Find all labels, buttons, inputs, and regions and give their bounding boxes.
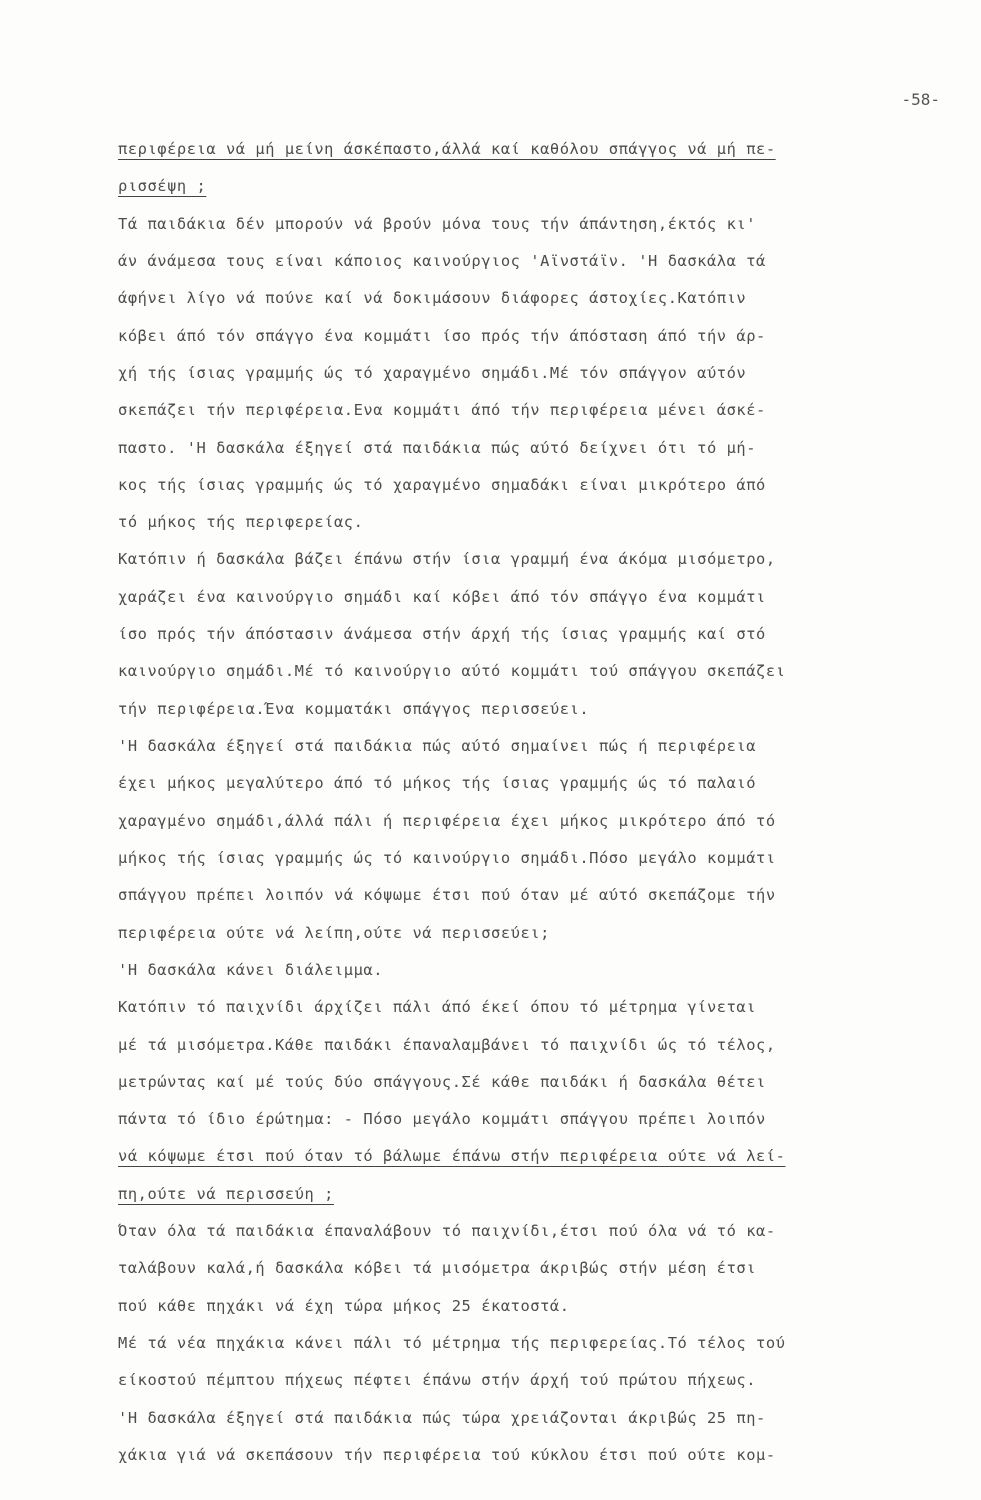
text-line: [118, 1064, 933, 1101]
text-line-content: περιφέρεια ούτε νά λείπη,ούτε νά περισσεύει;: [118, 923, 550, 942]
text-line: [118, 616, 933, 653]
text-line: [118, 1138, 933, 1175]
text-line: [118, 1176, 933, 1213]
text-line-content: μήκος τής ίσιας γραμμής ώς τό καινούργιο σημάδι.Πόσο μεγάλο κομμάτι: [118, 848, 776, 867]
text-line-content: 'Η δασκάλα έξηγεί στά παιδάκια πώς αύτό σημαίνει πώς ή περιφέρεια: [118, 737, 757, 755]
text-line-content: είκοστού πέμπτου πήχεως πέφτει έπάνω στήν άρχή τού πρώτου πήχεως.: [118, 1371, 757, 1390]
text-line: [118, 318, 933, 355]
text-line-content: κος τής ίσιας γραμμής ώς τό χαραγμένο σημαδάκι είναι μικρότερο άπό: [118, 475, 766, 494]
text-line-content: παστο. 'Η δασκάλα έξηγεί στά παιδάκια πώς αύτό δείχνει ότι τό μή-: [118, 438, 757, 457]
text-line-content: μέ τά μισόμετρα.Κάθε παιδάκι έπαναλαμβάνει τό παιχνίδι ώς τό τέλος,: [118, 1035, 776, 1054]
text-line: [118, 1362, 933, 1399]
text-line-content: Κατόπιν τό παιχνίδι άρχίζει πάλι άπό έκεί όπου τό μέτρημα γίνεται: [118, 998, 757, 1017]
text-line: [118, 541, 933, 578]
text-line: [118, 1101, 933, 1138]
text-line: [118, 1437, 933, 1474]
text-line: [118, 728, 933, 765]
text-line-content: Κατόπιν ή δασκάλα βάζει έπάνω στήν ίσια γραμμή ένα άκόμα μισόμετρο,: [118, 550, 776, 569]
text-line: [118, 691, 933, 728]
text-line-content: χαραγμένο σημάδι,άλλά πάλι ή περιφέρεια έχει μήκος μικρότερο άπό τό: [118, 811, 776, 830]
text-line-content: ίσο πρός τήν άπόστασιν άνάμεσα στήν άρχή τής ίσιας γραμμής καί στό: [118, 625, 766, 644]
text-line: [118, 1027, 933, 1064]
text-line-content: σκεπάζει τήν περιφέρεια.Ενα κομμάτι άπό τήν περιφέρεια μένει άσκέ-: [118, 401, 766, 420]
text-line-content: Όταν όλα τά παιδάκια έπαναλάβουν τό παιχνίδι,έτσι πού όλα νά τό κα-: [118, 1222, 776, 1241]
text-line: [118, 803, 933, 840]
text-line: [118, 206, 933, 243]
text-line-content: άφήνει λίγο νά πούνε καί νά δοκιμάσουν διάφορες άστοχίες.Κατόπιν: [118, 289, 747, 308]
text-line-content: πη,ούτε νά περισσεύη ;: [118, 1184, 334, 1203]
text-line: [118, 840, 933, 877]
text-line-content: ρισσέψη ;: [118, 177, 207, 196]
text-line-content: Τά παιδάκια δέν μπορούν νά βρούν μόνα τους τήν άπάντηση,έκτός κι': [118, 214, 757, 233]
text-line: [118, 504, 933, 541]
text-line-content: μετρώντας καί μέ τούς δύο σπάγγους.Σέ κάθε παιδάκι ή δασκάλα θέτει: [118, 1072, 766, 1091]
text-line: [118, 1400, 933, 1437]
text-line-content: ταλάβουν καλά,ή δασκάλα κόβει τά μισόμετρα άκριβώς στήν μέση έτσι: [118, 1259, 757, 1278]
text-line-content: πού κάθε πηχάκι νά έχη τώρα μήκος 25 έκατοστά.: [118, 1296, 570, 1315]
text-line-content: χή τής ίσιας γραμμής ώς τό χαραγμένο σημάδι.Μέ τόν σπάγγον αύτόν: [118, 363, 747, 382]
text-line: [118, 952, 933, 989]
text-line: [118, 243, 933, 280]
text-line: [118, 989, 933, 1026]
text-line: [118, 467, 933, 504]
text-line: [118, 392, 933, 429]
text-line: [118, 915, 933, 952]
text-line-content: 'Η δασκάλα κάνει διάλειμμα.: [118, 960, 384, 979]
text-line: [118, 1288, 933, 1325]
text-line: [118, 765, 933, 802]
text-line: [118, 430, 933, 467]
text-line: [118, 1250, 933, 1287]
text-line: [118, 579, 933, 616]
text-line: [118, 653, 933, 690]
text-line-content: καινούργιο σημάδι.Μέ τό καινούργιο αύτό κομμάτι τού σπάγγου σκεπάζει: [118, 662, 786, 681]
text-line-content: Μέ τά νέα πηχάκια κάνει πάλι τό μέτρημα τής περιφερείας.Τό τέλος τού: [118, 1334, 786, 1352]
body-text: [118, 131, 933, 1474]
text-line-content: χάκια γιά νά σκεπάσουν τήν περιφέρεια τού κύκλου έτσι πού ούτε κομ-: [118, 1445, 776, 1464]
text-line: [118, 1325, 933, 1362]
text-line-content: τό μήκος τής περιφερείας.: [118, 513, 364, 532]
text-line-content: κόβει άπό τόν σπάγγο ένα κομμάτι ίσο πρός τήν άπόσταση άπό τήν άρ-: [118, 326, 766, 345]
text-line: [118, 877, 933, 914]
text-line-content: χαράζει ένα καινούργιο σημάδι καί κόβει άπό τόν σπάγγο ένα κομμάτι: [118, 587, 766, 606]
text-line: [118, 131, 933, 168]
text-line: [118, 355, 933, 392]
text-line: [118, 280, 933, 317]
text-line-content: περιφέρεια νά μή μείνη άσκέπαστο,άλλά καί καθόλου σπάγγος νά μή πε-: [118, 140, 776, 158]
text-line-content: πάντα τό ίδιο έρώτημα: - Πόσο μεγάλο κομμάτι σπάγγου πρέπει λοιπόν: [118, 1110, 766, 1129]
text-line-content: έχει μήκος μεγαλύτερο άπό τό μήκος τής ίσιας γραμμής ώς τό παλαιό: [118, 774, 757, 793]
text-line-content: σπάγγου πρέπει λοιπόν νά κόψωμε έτσι πού όταν μέ αύτό σκεπάζομε τήν: [118, 886, 776, 905]
text-line: [118, 168, 933, 205]
text-line-content: άν άνάμεσα τους είναι κάποιος καινούργιος 'Αϊνστάϊν. 'Η δασκάλα τά: [118, 251, 766, 270]
text-line-content: 'Η δασκάλα έξηγεί στά παιδάκια πώς τώρα χρειάζονται άκριβώς 25 πη-: [118, 1408, 766, 1427]
text-line-content: τήν περιφέρεια.Ένα κομματάκι σπάγγος περισσεύει.: [118, 699, 590, 718]
text-line-content: νά κόψωμε έτσι πού όταν τό βάλωμε έπάνω στήν περιφέρεια ούτε νά λεί-: [118, 1147, 786, 1166]
text-line: [118, 1213, 933, 1250]
page-number: -58-: [901, 90, 940, 109]
